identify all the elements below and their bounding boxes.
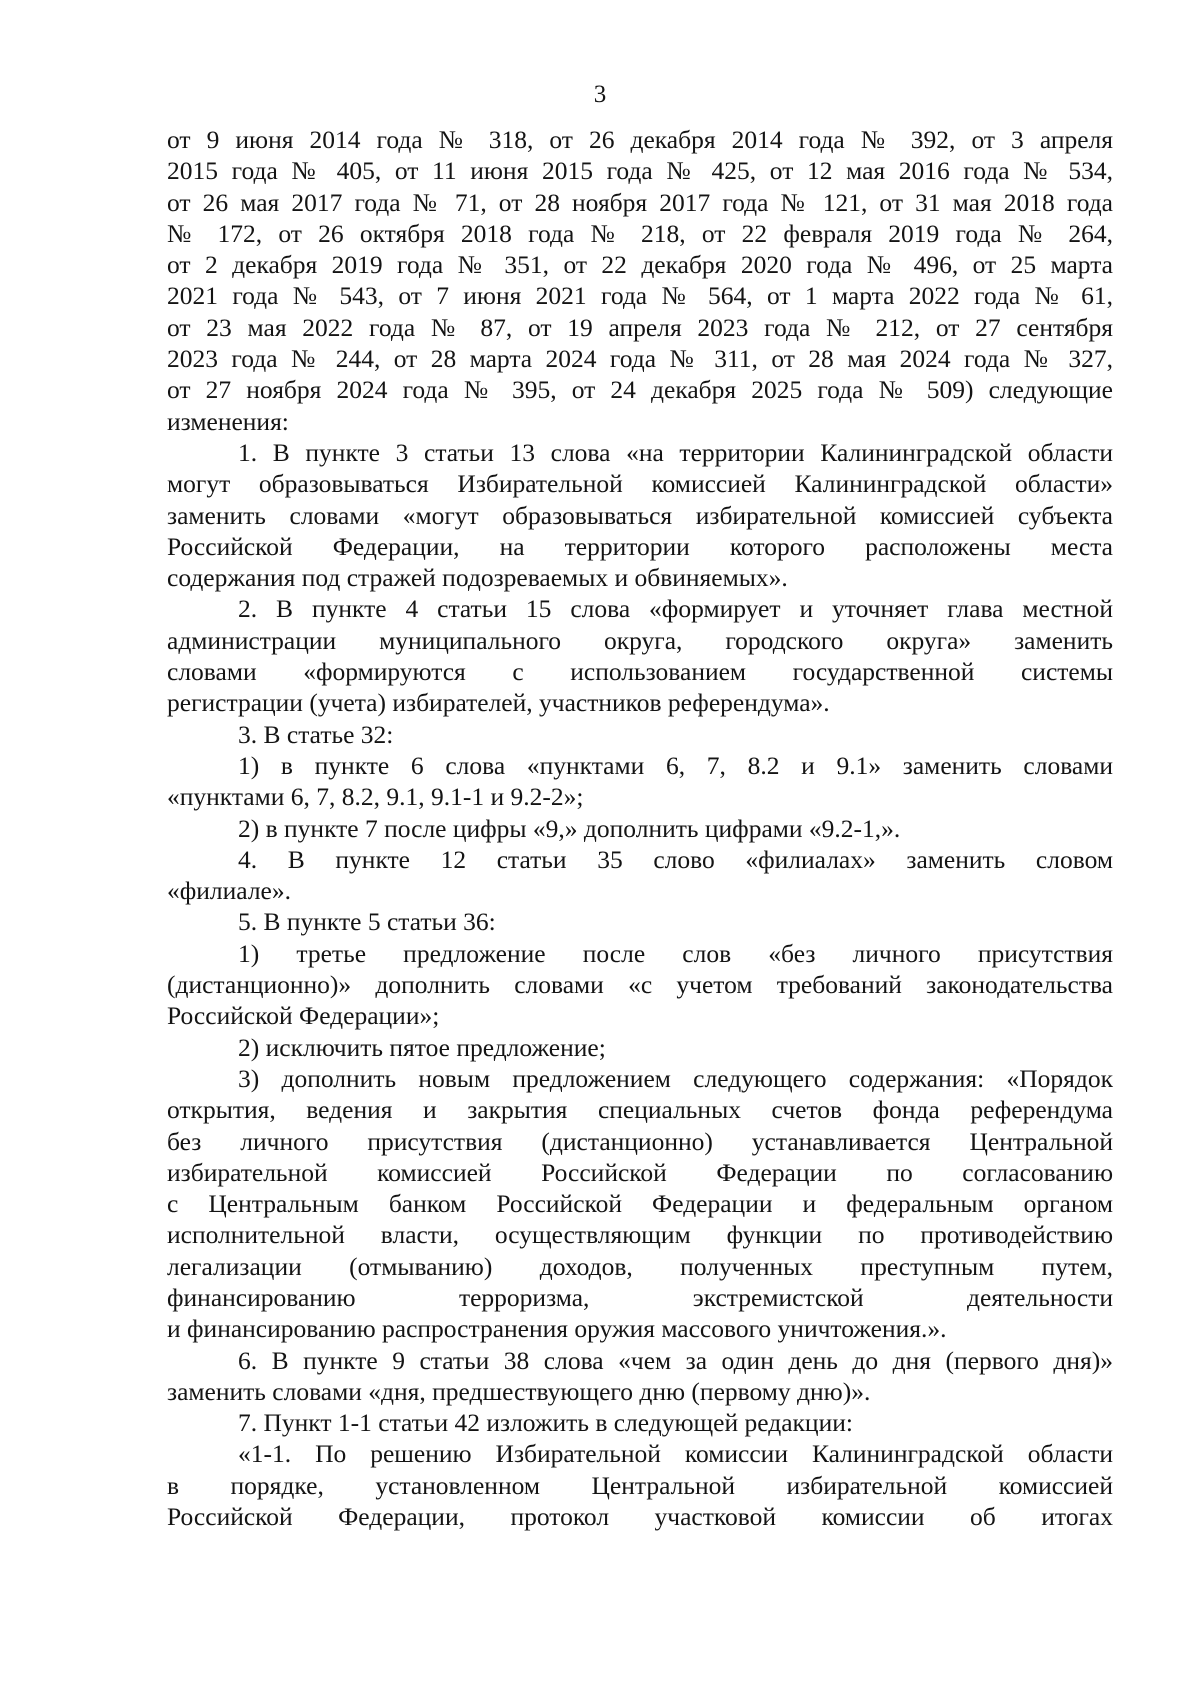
text-line: без личного присутствия (дистанционно) устанавливается Центральной [167, 1126, 1113, 1156]
text-line: регистрации (учета) избирателей, участников референдума». [167, 688, 830, 718]
text-line: открытия, ведения и закрытия специальных счетов фонда референдума [167, 1095, 1113, 1125]
text-line: исполнительной власти, осуществляющим функции по противодействию [167, 1220, 1113, 1250]
text-line: 2) в пункте 7 после цифры «9,» дополнить цифрами «9.2-1,». [238, 813, 901, 843]
text-line: 7. Пункт 1-1 статьи 42 изложить в следующей редакции: [238, 1408, 853, 1438]
text-line: 2021 года № 543, от 7 июня 2021 года № 564, от 1 марта 2022 года № 61, [167, 281, 1113, 311]
text-line: 2015 года № 405, от 11 июня 2015 года № 425, от 12 мая 2016 года № 534, [167, 156, 1113, 186]
page-number: 3 [593, 81, 607, 108]
text-line: финансированию терроризма, экстремистской деятельности [167, 1282, 1113, 1312]
text-line: 1. В пункте 3 статьи 13 слова «на территории Калининградской области [238, 437, 1113, 467]
text-line: избирательной комиссией Российской Федерации по согласованию [167, 1157, 1113, 1187]
text-line: от 23 мая 2022 года № 87, от 19 апреля 2023 года № 212, от 27 сентября [167, 312, 1113, 342]
text-line: от 26 мая 2017 года № 71, от 28 ноября 2017 года № 121, от 31 мая 2018 года [167, 187, 1113, 217]
text-line: «пунктами 6, 7, 8.2, 9.1, 9.1-1 и 9.2-2»; [167, 782, 584, 812]
text-line: № 172, от 26 октября 2018 года № 218, от 22 февраля 2019 года № 264, [167, 218, 1113, 248]
text-line: могут образовываться Избирательной комиссией Калининградской области» [167, 469, 1113, 499]
text-line: от 9 июня 2014 года № 318, от 26 декабря 2014 года № 392, от 3 апреля [167, 125, 1113, 154]
text-line: изменения: [167, 406, 289, 436]
text-line: словами «формируются с использованием государственной системы [167, 657, 1113, 687]
text-line: заменить словами «могут образовываться избирательной комиссией субъекта [167, 500, 1113, 530]
text-line: 2. В пункте 4 статьи 15 слова «формирует и уточняет глава местной [238, 594, 1113, 624]
text-line: легализации (отмыванию) доходов, полученных преступным путем, [167, 1251, 1113, 1281]
text-line: 2023 года № 244, от 28 марта 2024 года № 311, от 28 мая 2024 года № 327, [167, 344, 1113, 374]
text-line: 4. В пункте 12 статьи 35 слово «филиалах» заменить словом [238, 844, 1113, 874]
text-line: содержания под стражей подозреваемых и обвиняемых». [167, 563, 788, 593]
text-line: и финансированию распространения оружия массового уничтожения.». [167, 1314, 947, 1344]
text-line: Российской Федерации, протокол участковой комиссии об итогах [167, 1502, 1113, 1532]
document-body-text [167, 124, 1113, 1532]
text-line: с Центральным банком Российской Федерации и федеральным органом [167, 1189, 1113, 1219]
text-line: в порядке, установленном Центральной избирательной комиссией [167, 1470, 1113, 1500]
text-line: 3) дополнить новым предложением следующего содержания: «Порядок [238, 1063, 1113, 1093]
text-line: 1) в пункте 6 слова «пунктами 6, 7, 8.2 и 9.1» заменить словами [238, 750, 1113, 780]
text-line: заменить словами «дня, предшествующего дню (первому дню)». [167, 1376, 871, 1406]
text-line: 1) третье предложение после слов «без личного присутствия [238, 938, 1113, 968]
text-line: от 2 декабря 2019 года № 351, от 22 декабря 2020 года № 496, от 25 марта [167, 250, 1113, 280]
text-line: от 27 ноября 2024 года № 395, от 24 декабря 2025 года № 509) следующие [167, 375, 1113, 405]
text-line: «1-1. По решению Избирательной комиссии Калининградской области [238, 1439, 1113, 1469]
text-line: администрации муниципального округа, городского округа» заменить [167, 625, 1113, 655]
text-line: Российской Федерации»; [167, 1001, 440, 1031]
text-line: 5. В пункте 5 статьи 36: [238, 907, 496, 937]
text-line: 6. В пункте 9 статьи 38 слова «чем за один день до дня (первого дня)» [238, 1345, 1113, 1375]
text-line: Российской Федерации, на территории которого расположены места [167, 531, 1113, 561]
text-line: 2) исключить пятое предложение; [238, 1032, 606, 1062]
text-line: (дистанционно)» дополнить словами «с учетом требований законодательства [167, 970, 1113, 1000]
text-line: «филиале». [167, 876, 292, 906]
text-line: 3. В статье 32: [238, 719, 394, 749]
